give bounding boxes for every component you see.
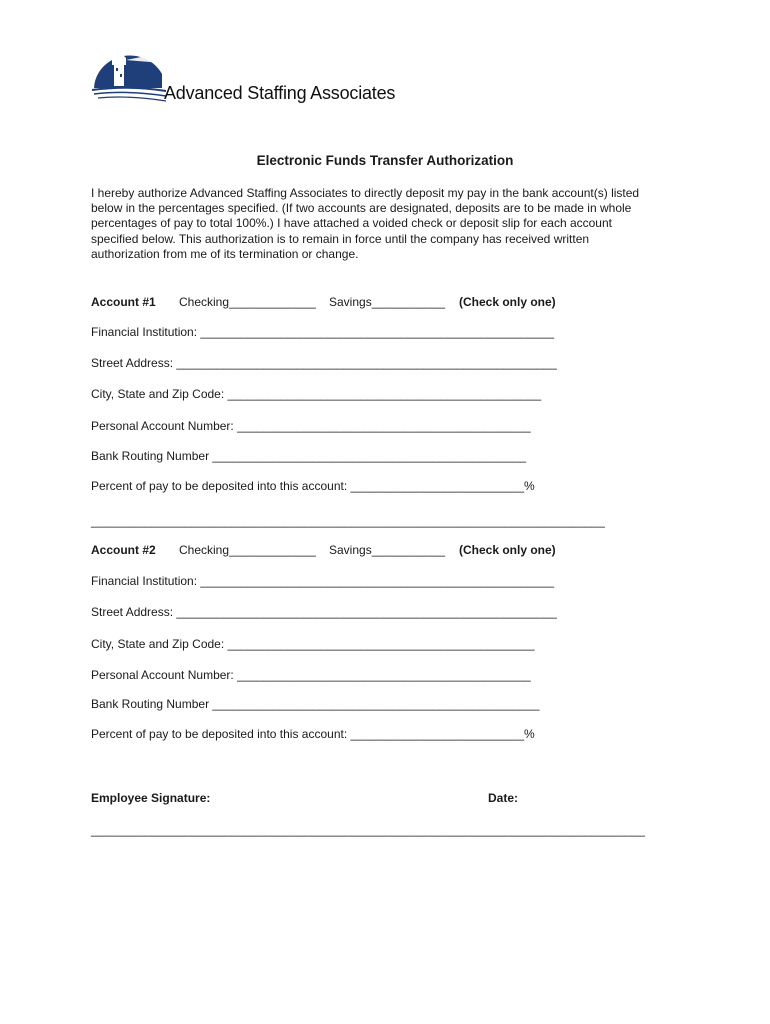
- account2-personal-account-field[interactable]: Personal Account Number: ____________________________________________: [91, 668, 531, 682]
- account1-savings-field[interactable]: Savings___________: [329, 295, 446, 309]
- account2-percent-field[interactable]: Percent of pay to be deposited into this account: __________________________%: [91, 727, 535, 741]
- account2-check-note: (Check only one): [459, 543, 556, 557]
- account2-financial-institution-field[interactable]: Financial Institution: _____________________________________________________: [91, 574, 555, 588]
- signature-line[interactable]: ___________________________________________________________________________________: [91, 823, 645, 837]
- company-name: Advanced Staffing Associates: [164, 83, 396, 103]
- employee-signature-label: Employee Signature:: [91, 791, 211, 805]
- account2-city-state-zip-field[interactable]: City, State and Zip Code: ______________________________________________: [91, 637, 535, 651]
- intro-line: specified below. This authorization is to remain in force until the company has received written: [91, 231, 590, 246]
- account1-routing-field[interactable]: Bank Routing Number _______________________________________________: [91, 449, 527, 463]
- account1-checking-field[interactable]: Checking_____________: [179, 295, 316, 309]
- intro-line: I hereby authorize Advanced Staffing Associates to directly deposit my pay in the bank account(s) listed: [91, 186, 640, 200]
- account2-savings-field[interactable]: Savings___________: [329, 543, 446, 557]
- account2-routing-field[interactable]: Bank Routing Number _________________________________________________: [91, 697, 540, 711]
- intro-line: percentages of pay to total 100%.) I have attached a voided check or deposit slip for each account: [91, 216, 612, 231]
- intro-line: below in the percentages specified. (If two accounts are designated, deposits are to be made in whole: [91, 201, 632, 216]
- intro-line: authorization from me of its termination or change.: [91, 246, 359, 261]
- account2-checking-field[interactable]: Checking_____________: [179, 543, 316, 557]
- lighthouse-logo-icon: [88, 44, 168, 104]
- account2-label: Account #2: [91, 543, 156, 557]
- account1-check-note: (Check only one): [459, 295, 556, 309]
- account2-street-address-field[interactable]: Street Address: _________________________________________________________: [91, 605, 557, 619]
- form-title: Electronic Funds Transfer Authorization: [256, 153, 514, 168]
- authorization-paragraph: [91, 186, 681, 262]
- account1-percent-field[interactable]: Percent of pay to be deposited into this account: __________________________%: [91, 479, 535, 493]
- account1-label: Account #1: [91, 295, 156, 309]
- account1-city-state-zip-field[interactable]: City, State and Zip Code: _______________________________________________: [91, 387, 542, 401]
- section-divider: _____________________________________________________________________________: [91, 514, 605, 528]
- date-label: Date:: [488, 791, 519, 805]
- account1-financial-institution-field[interactable]: Financial Institution: _____________________________________________________: [91, 325, 555, 339]
- account1-personal-account-field[interactable]: Personal Account Number: ____________________________________________: [91, 419, 531, 433]
- account1-street-address-field[interactable]: Street Address: _________________________________________________________: [91, 356, 557, 370]
